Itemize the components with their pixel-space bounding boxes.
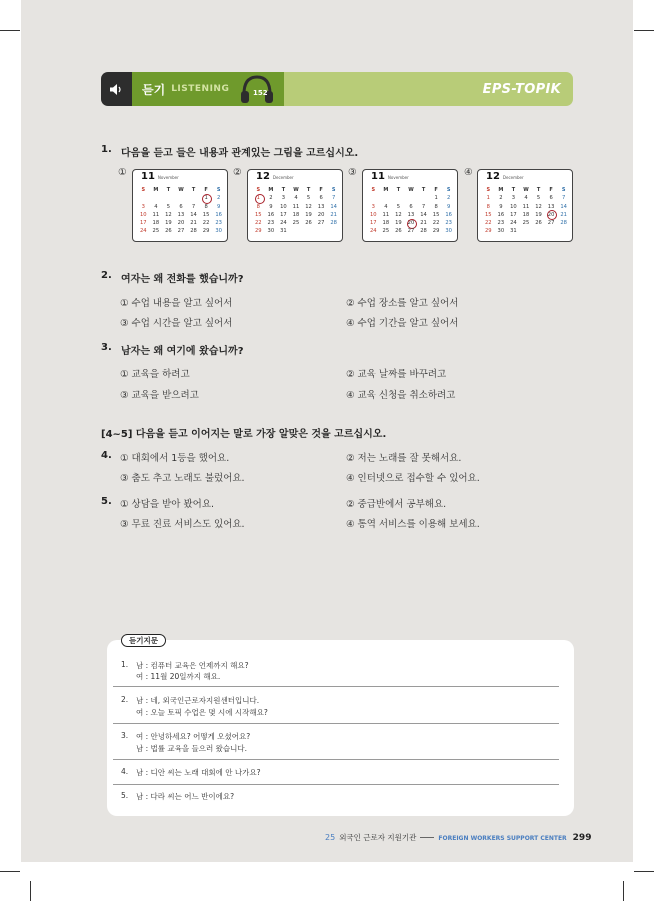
script-number: 5. <box>121 791 129 800</box>
calendar-day: 10 <box>369 211 377 218</box>
weekday-label: W <box>523 187 529 193</box>
weekday-label: S <box>371 187 376 193</box>
calendar-day: 6 <box>549 195 553 202</box>
calendar-day: 24 <box>510 220 517 227</box>
calendar-header <box>371 171 409 182</box>
calendar-week <box>482 203 570 211</box>
calendar-day: 6 <box>319 195 323 202</box>
calendar-day: 18 <box>522 211 530 218</box>
option-mark[interactable]: ② <box>233 167 242 178</box>
calendar-day <box>187 194 200 202</box>
calendar-day <box>532 227 545 235</box>
weekday-label: W <box>178 187 184 193</box>
calendar-grid <box>137 186 225 236</box>
calendar-day: 10 <box>139 211 147 218</box>
calendar-month-name: December <box>502 175 524 180</box>
circled-day: 20 <box>405 219 418 227</box>
calendar-day: 8 <box>486 203 490 210</box>
calendar-day: 13 <box>547 203 555 210</box>
calendar-day: 24 <box>139 228 147 235</box>
weekday-label: M <box>268 187 274 193</box>
calendar-day: 25 <box>292 220 300 227</box>
calendar-day: 30 <box>445 228 452 235</box>
calendar-day: 2 <box>447 195 451 202</box>
weekday-label: S <box>216 187 221 193</box>
calendar-day: 7 <box>562 195 566 202</box>
calendar-option-1[interactable] <box>132 169 228 242</box>
weekday-row <box>482 186 570 194</box>
lesson-title-ko: 외국인 근로자 지원기관 <box>339 833 417 842</box>
calendar-day: 25 <box>382 228 390 235</box>
calendar-week <box>367 211 455 219</box>
section-header <box>101 72 573 106</box>
calendar-day: 2 <box>499 195 503 202</box>
calendar-day: 21 <box>560 211 567 218</box>
calendar-week <box>482 219 570 227</box>
weekday-label: S <box>561 187 566 193</box>
calendar-day: 19 <box>395 220 402 227</box>
question-text: 여자는 왜 전화를 했습니까? <box>121 274 244 285</box>
script-line: 남 : 컴퓨터 교육은 언제까지 해요? <box>136 661 249 670</box>
calendar-week <box>482 227 570 235</box>
calendar-day <box>175 194 188 202</box>
lesson-number: 25 <box>325 833 336 842</box>
calendar-week <box>137 203 225 211</box>
crop-mark <box>30 881 31 901</box>
calendar-option-2[interactable] <box>247 169 343 242</box>
crop-mark <box>623 881 624 901</box>
calendar-grid <box>252 186 340 236</box>
option-mark[interactable]: ④ <box>464 167 473 178</box>
calendar-day: 2 <box>217 195 221 202</box>
calendar-day: 5 <box>306 195 311 202</box>
weekday-label: S <box>141 187 146 193</box>
calendar-day: 27 <box>407 228 415 235</box>
calendar-month: 12 <box>486 171 500 182</box>
calendar-day: 6 <box>409 203 413 210</box>
circled-day: 1 <box>252 194 265 202</box>
calendar-week <box>482 194 570 202</box>
calendar-header <box>486 171 524 182</box>
calendar-day: 31 <box>280 228 287 235</box>
calendar-day: 15 <box>254 211 262 218</box>
calendar-week <box>482 211 570 219</box>
header-title-en: LISTENING <box>171 84 230 94</box>
calendar-month-name: November <box>387 175 409 180</box>
calendar-week <box>252 227 340 235</box>
weekday-row <box>252 186 340 194</box>
calendar-day: 30 <box>215 228 222 235</box>
calendar-day: 23 <box>267 220 275 227</box>
answer-option[interactable]: ② 수업 장소를 알고 싶어서 <box>346 298 459 309</box>
calendar-day: 12 <box>395 211 402 218</box>
calendar-day <box>150 194 163 202</box>
calendar-day <box>557 227 570 235</box>
transcript-tag: 듣기지문 <box>121 634 166 647</box>
calendar-week <box>137 227 225 235</box>
calendar-day: 11 <box>292 203 300 210</box>
script-number: 4. <box>121 767 129 776</box>
calendar-day: 12 <box>165 211 172 218</box>
calendar-day: 10 <box>510 203 517 210</box>
calendar-day: 15 <box>484 211 492 218</box>
script-line: 여 : 안녕하세요? 어떻게 오셨어요? <box>136 732 251 741</box>
calendar-day: 26 <box>305 220 312 227</box>
calendar-day: 14 <box>330 203 337 210</box>
calendar-day: 24 <box>369 228 377 235</box>
calendar-day: 14 <box>190 211 197 218</box>
calendar-grid <box>367 186 455 236</box>
calendar-day: 19 <box>535 211 542 218</box>
calendar-day: 11 <box>382 211 390 218</box>
calendar-day: 27 <box>317 220 325 227</box>
calendar-day: 23 <box>497 220 505 227</box>
calendar-day: 30 <box>497 228 505 235</box>
calendar-day: 10 <box>280 203 287 210</box>
calendar-day: 5 <box>396 203 401 210</box>
page-number: 299 <box>572 833 592 843</box>
question-number: 1. <box>101 144 112 155</box>
calendar-day <box>302 227 315 235</box>
answer-option[interactable]: ④ 수업 기간을 알고 싶어서 <box>346 318 459 329</box>
question-number: 4. <box>101 450 112 461</box>
footer-divider <box>420 837 434 838</box>
crop-mark <box>634 871 654 872</box>
crop-mark <box>0 871 20 872</box>
calendar-day <box>405 194 418 202</box>
calendar-day: 28 <box>330 220 337 227</box>
calendar-day: 3 <box>281 195 286 202</box>
script-line: 남 : 법률 교육을 들으러 왔습니다. <box>136 744 248 753</box>
calendar-week <box>367 203 455 211</box>
calendar-day: 20 <box>317 211 325 218</box>
calendar-day: 18 <box>382 220 390 227</box>
weekday-row <box>367 186 455 194</box>
weekday-label: M <box>153 187 159 193</box>
question-text: 다음을 듣고 들은 내용과 관계있는 그림을 고르십시오. <box>121 148 359 159</box>
calendar-day: 6 <box>179 203 183 210</box>
answer-option[interactable]: ③ 춤도 추고 노래도 불렀어요. <box>120 473 245 484</box>
divider <box>113 759 559 760</box>
script-number: 2. <box>121 695 129 704</box>
weekday-label: T <box>191 187 196 193</box>
speaker-icon <box>101 72 132 106</box>
calendar-day: 13 <box>177 211 185 218</box>
calendar-header <box>141 171 179 182</box>
calendar-day: 9 <box>217 203 221 210</box>
calendar-day: 5 <box>166 203 171 210</box>
answer-option[interactable]: ① 교육을 하려고 <box>120 369 190 380</box>
weekday-label: S <box>331 187 336 193</box>
weekday-label: F <box>549 187 553 193</box>
calendar-week <box>367 194 455 202</box>
calendar-week <box>252 194 340 202</box>
calendar-day: 16 <box>267 211 275 218</box>
weekday-label: S <box>256 187 261 193</box>
weekday-label: F <box>319 187 323 193</box>
answer-option[interactable]: ④ 통역 서비스를 이용해 보세요. <box>346 519 480 530</box>
calendar-day: 3 <box>511 195 516 202</box>
calendar-day: 21 <box>190 220 197 227</box>
calendar-day: 12 <box>305 203 312 210</box>
calendar-day: 29 <box>202 228 210 235</box>
weekday-label: S <box>446 187 451 193</box>
divider <box>113 686 559 687</box>
calendar-month-name: December <box>272 175 294 180</box>
calendar-day: 25 <box>522 220 530 227</box>
calendar-day: 28 <box>190 228 197 235</box>
calendar-day: 18 <box>152 220 160 227</box>
calendar-day: 17 <box>369 220 377 227</box>
calendar-day: 4 <box>294 195 298 202</box>
header-title-block <box>132 72 284 106</box>
calendar-day: 12 <box>535 203 542 210</box>
weekday-label: T <box>166 187 171 193</box>
crop-mark <box>0 30 20 31</box>
calendar-day: 9 <box>499 203 503 210</box>
calendar-day: 7 <box>421 203 426 210</box>
calendar-day: 14 <box>420 211 427 218</box>
calendar-month: 11 <box>141 171 155 182</box>
calendar-day: 2 <box>269 195 273 202</box>
calendar-day: 26 <box>535 220 542 227</box>
calendar-week <box>252 211 340 219</box>
calendar-day: 13 <box>317 203 325 210</box>
option-mark[interactable]: ① <box>118 167 127 178</box>
calendar-day: 16 <box>497 211 505 218</box>
weekday-label: S <box>486 187 491 193</box>
weekday-label: W <box>293 187 299 193</box>
script-line: 남 : 다라 씨는 어느 반이에요? <box>136 792 235 801</box>
calendar-day: 13 <box>407 211 415 218</box>
calendar-day: 19 <box>305 211 312 218</box>
calendar-day: 28 <box>420 228 427 235</box>
weekday-label: W <box>408 187 414 193</box>
question-number: 2. <box>101 270 112 281</box>
answer-option[interactable]: ② 교육 날짜를 바꾸려고 <box>346 369 447 380</box>
track-number: 152 <box>253 89 268 97</box>
calendar-day: 21 <box>420 220 427 227</box>
calendar-day: 19 <box>165 220 172 227</box>
weekday-label: T <box>421 187 426 193</box>
weekday-label: F <box>204 187 208 193</box>
weekday-label: T <box>511 187 516 193</box>
weekday-row <box>137 186 225 194</box>
calendar-day: 26 <box>395 228 402 235</box>
calendar-week <box>137 211 225 219</box>
weekday-label: F <box>434 187 438 193</box>
calendar-day <box>162 194 175 202</box>
circled-day: 20 <box>545 211 558 219</box>
header-title-ko: 듣기 <box>142 82 166 97</box>
calendar-day: 26 <box>165 228 172 235</box>
calendar-day: 30 <box>267 228 275 235</box>
calendar-day: 15 <box>432 211 440 218</box>
answer-option[interactable]: ③ 수업 시간을 알고 싶어서 <box>120 318 233 329</box>
answer-option[interactable]: ① 수업 내용을 알고 싶어서 <box>120 298 233 309</box>
script-line: 여 : 11월 20일까지 해요. <box>136 672 221 681</box>
calendar-day: 17 <box>510 211 517 218</box>
calendar-day: 4 <box>154 203 158 210</box>
calendar-day: 11 <box>152 211 160 218</box>
calendar-month-name: November <box>157 175 179 180</box>
calendar-day: 22 <box>254 220 262 227</box>
calendar-day: 27 <box>177 228 185 235</box>
calendar-day: 11 <box>522 203 530 210</box>
calendar-day: 28 <box>560 220 567 227</box>
calendar-day: 4 <box>524 195 528 202</box>
calendar-day: 29 <box>254 228 262 235</box>
answer-option[interactable]: ① 상담을 받아 봤어요. <box>120 499 215 510</box>
weekday-label: T <box>281 187 286 193</box>
answer-option[interactable]: ② 중급반에서 공부해요. <box>346 499 447 510</box>
calendar-week <box>252 203 340 211</box>
answer-option[interactable]: ③ 무료 진료 서비스도 있어요. <box>120 519 245 530</box>
calendar-day: 23 <box>215 220 222 227</box>
question-number: 5. <box>101 496 112 507</box>
crop-mark <box>634 30 654 31</box>
calendar-day: 20 <box>177 220 185 227</box>
weekday-label: T <box>396 187 401 193</box>
weekday-label: T <box>536 187 541 193</box>
answer-option[interactable]: ④ 교육 신청을 취소하려고 <box>346 390 456 401</box>
weekday-label: M <box>498 187 504 193</box>
calendar-day <box>367 194 380 202</box>
calendar-day: 18 <box>292 211 300 218</box>
divider <box>113 784 559 785</box>
script-line: 남 : 디안 씨는 노래 대회에 안 나가요? <box>136 768 261 777</box>
calendar-day: 27 <box>547 220 555 227</box>
calendar-day: 8 <box>204 203 208 210</box>
calendar-day: 5 <box>536 195 541 202</box>
calendar-day <box>417 194 430 202</box>
calendar-header <box>256 171 294 182</box>
instruction-text: [4~5] 다음을 듣고 이어지는 말로 가장 알맞은 것을 고르십시오. <box>101 429 387 440</box>
header-brand-block <box>284 72 573 106</box>
calendar-week <box>137 194 225 202</box>
answer-option[interactable]: ① 대회에서 1등을 했어요. <box>120 453 230 464</box>
question-number: 3. <box>101 342 112 353</box>
calendar-day: 29 <box>432 228 440 235</box>
page-footer <box>325 832 591 843</box>
question-text: 남자는 왜 여기에 왔습니까? <box>121 346 244 357</box>
calendar-day: 9 <box>447 203 451 210</box>
calendar-day: 15 <box>202 211 210 218</box>
calendar-day: 7 <box>191 203 196 210</box>
calendar-day: 25 <box>152 228 160 235</box>
lesson-title-en: FOREIGN WORKERS SUPPORT CENTER <box>438 835 567 842</box>
script-number: 3. <box>121 731 129 740</box>
calendar-day: 22 <box>202 220 210 227</box>
calendar-day: 14 <box>560 203 567 210</box>
calendar-week <box>367 227 455 235</box>
calendar-day: 31 <box>510 228 517 235</box>
calendar-month: 11 <box>371 171 385 182</box>
circled-day: 1 <box>200 194 213 202</box>
calendar-day: 9 <box>269 203 273 210</box>
calendar-day: 16 <box>215 211 222 218</box>
calendar-day: 24 <box>280 220 287 227</box>
calendar-day <box>545 227 558 235</box>
weekday-label: T <box>306 187 311 193</box>
calendar-week <box>252 219 340 227</box>
answer-option[interactable]: ② 저는 노래를 잘 못해서요. <box>346 453 462 464</box>
weekday-label: M <box>383 187 389 193</box>
calendar-day <box>137 194 150 202</box>
option-mark[interactable]: ③ <box>348 167 357 178</box>
calendar-day <box>520 227 533 235</box>
calendar-day: 16 <box>445 211 452 218</box>
calendar-day: 29 <box>484 228 492 235</box>
calendar-day: 1 <box>434 195 438 202</box>
calendar-option-4[interactable] <box>477 169 573 242</box>
calendar-week <box>137 219 225 227</box>
calendar-day <box>290 227 303 235</box>
divider <box>113 723 559 724</box>
brand-logo: EPS-TOPIK <box>482 81 561 97</box>
script-number: 1. <box>121 660 129 669</box>
script-line: 여 : 오늘 토픽 수업은 몇 시에 시작해요? <box>136 708 268 717</box>
calendar-day: 1 <box>486 195 490 202</box>
calendar-day: 22 <box>432 220 440 227</box>
calendar-day <box>315 227 328 235</box>
calendar-day: 4 <box>384 203 388 210</box>
calendar-day: 3 <box>371 203 375 210</box>
calendar-day: 22 <box>484 220 492 227</box>
calendar-day: 8 <box>434 203 438 210</box>
calendar-day <box>327 227 340 235</box>
calendar-week <box>367 219 455 227</box>
script-line: 남 : 네, 외국인근로자지원센터입니다. <box>136 696 260 705</box>
calendar-day: 21 <box>330 211 337 218</box>
calendar-grid <box>482 186 570 236</box>
calendar-day: 23 <box>445 220 452 227</box>
calendar-month: 12 <box>256 171 270 182</box>
calendar-day: 17 <box>139 220 147 227</box>
calendar-day: 3 <box>141 203 145 210</box>
calendar-day: 7 <box>332 195 336 202</box>
answer-option[interactable]: ③ 교육을 받으려고 <box>120 390 199 401</box>
answer-option[interactable]: ④ 인터넷으로 접수할 수 있어요. <box>346 473 480 484</box>
calendar-day: 8 <box>256 203 260 210</box>
calendar-option-3[interactable] <box>362 169 458 242</box>
calendar-day: 17 <box>280 211 287 218</box>
calendar-day <box>392 194 405 202</box>
calendar-day <box>380 194 393 202</box>
